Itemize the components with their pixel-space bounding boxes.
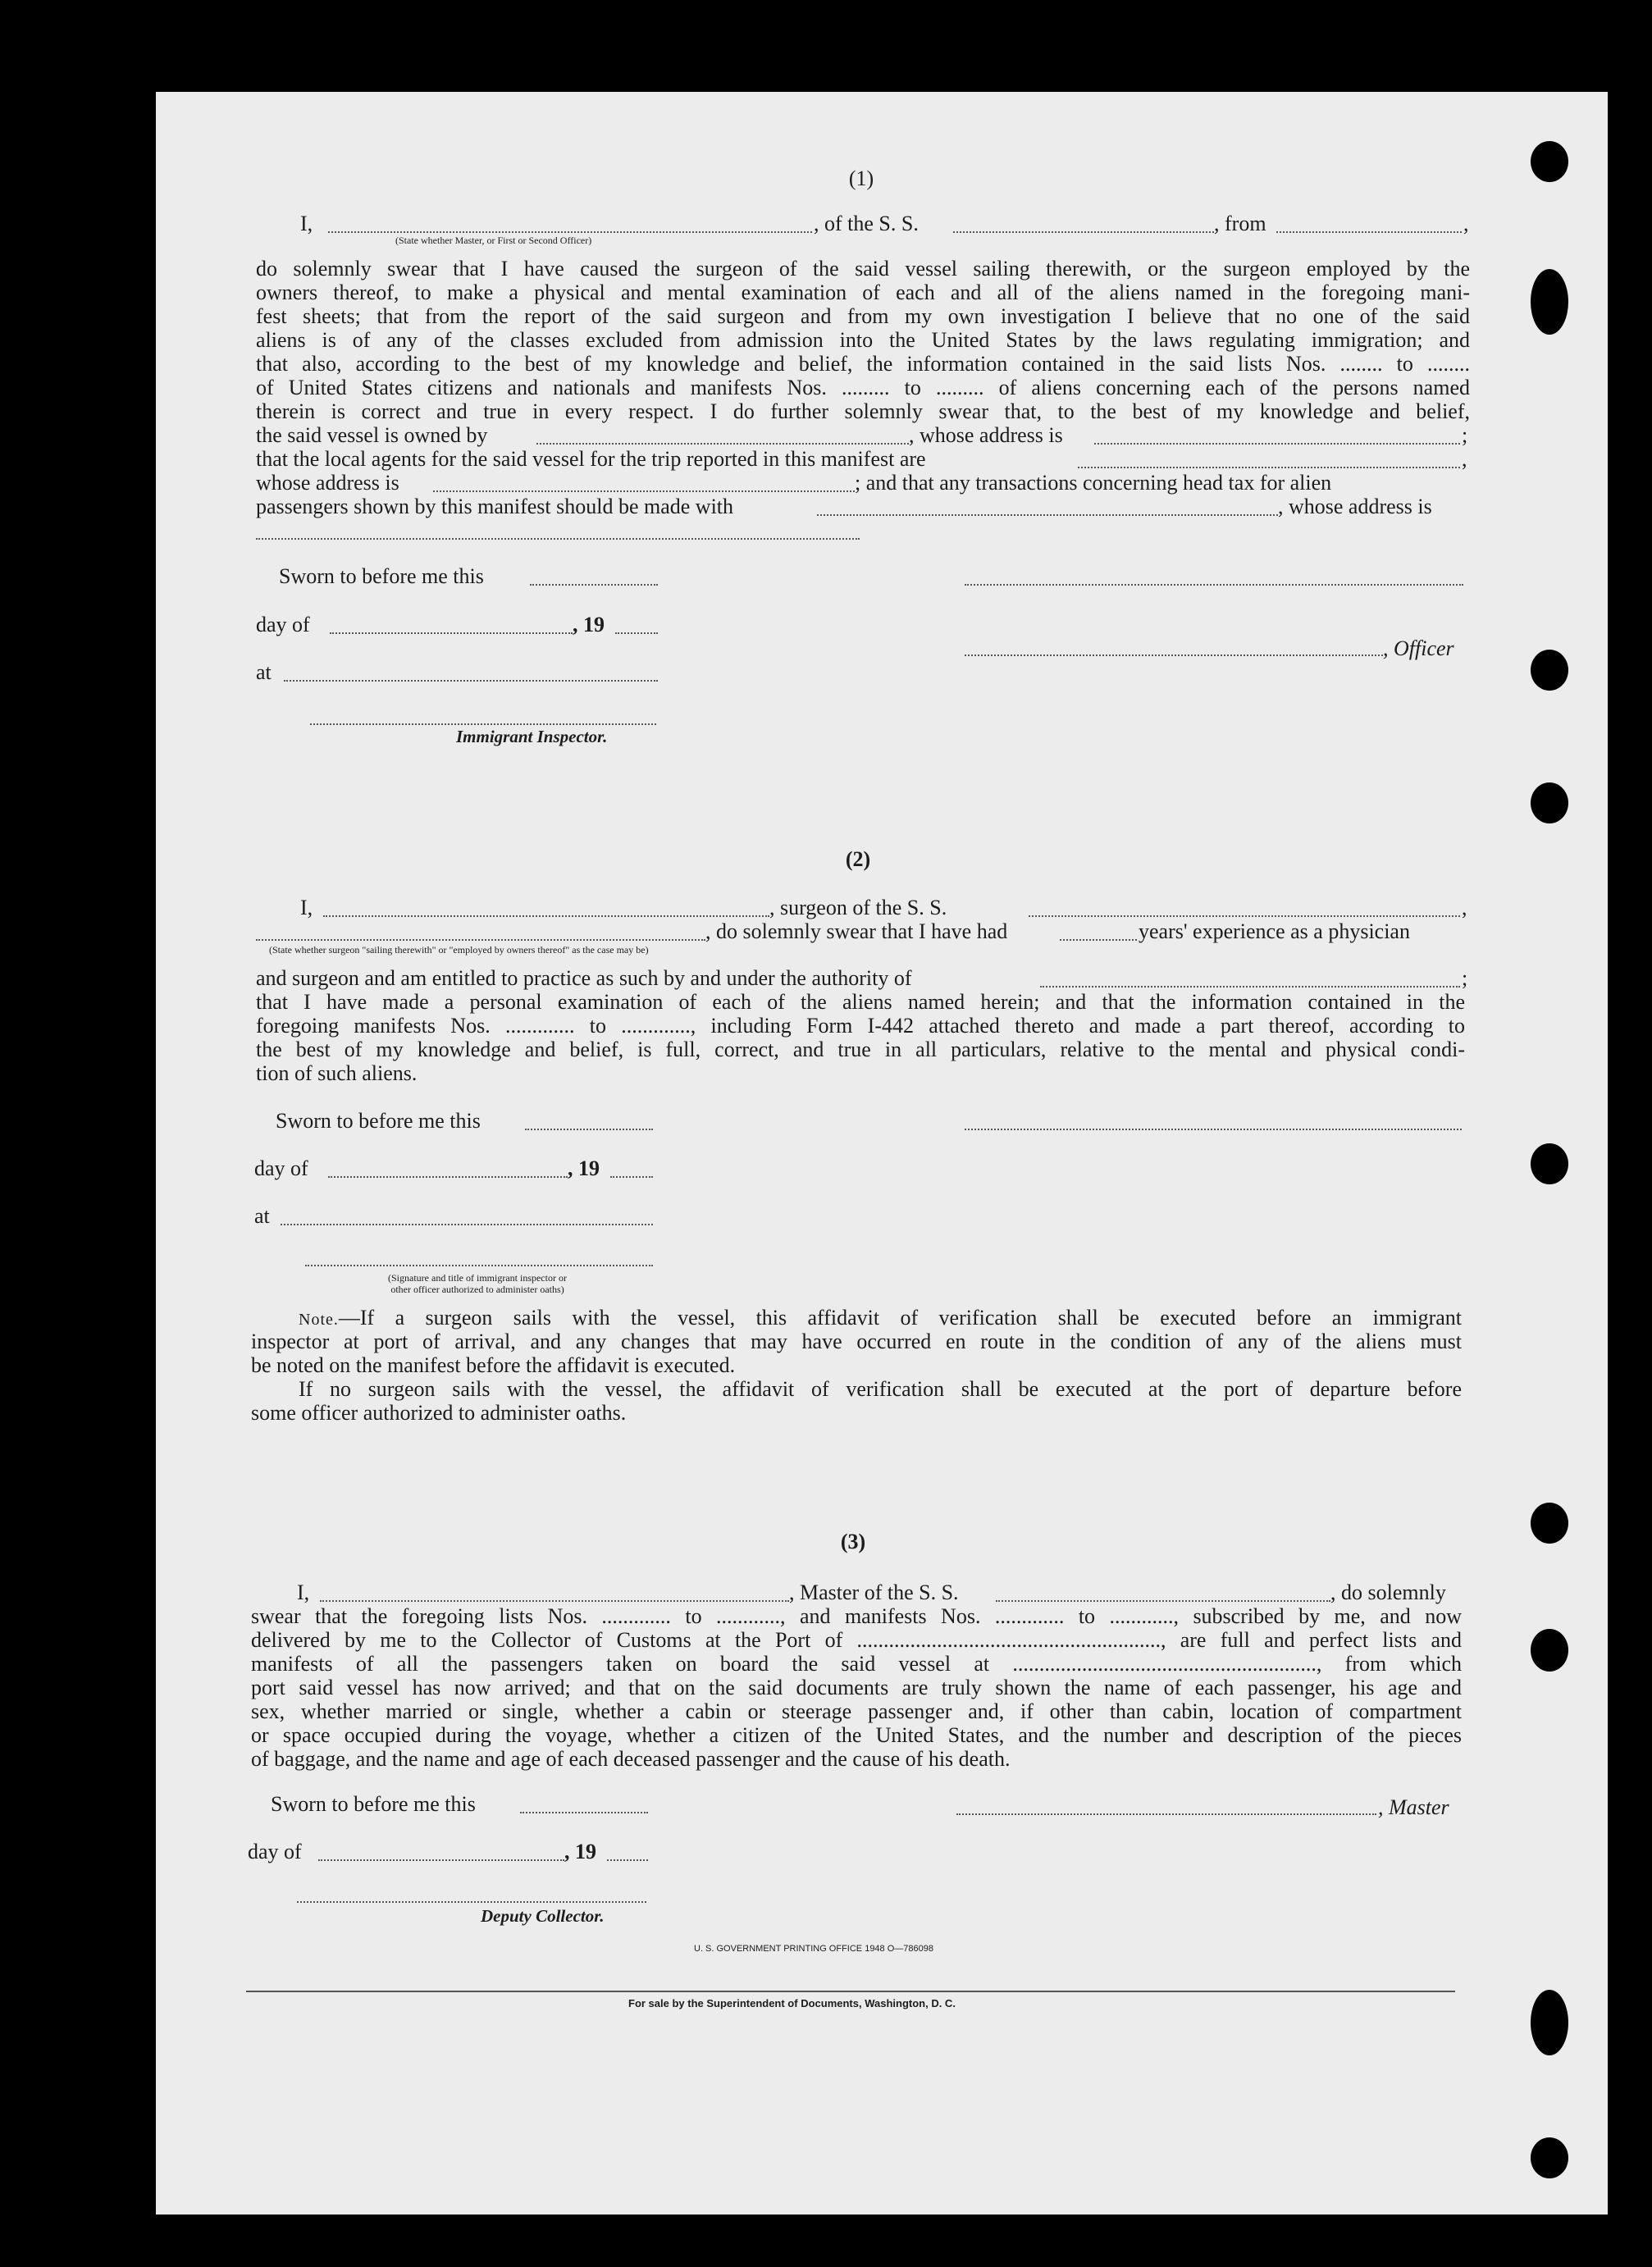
section-heading: (2) [845,847,871,871]
oath-line: manifests of all the passengers taken on board the said vessel at ........................................................., from which [251,1652,1462,1676]
oath-line: the best of my knowledge and belief, is full, correct, and true in all particulars, relative to the mental and physical condi- [256,1038,1465,1061]
officer-name-field[interactable] [328,231,812,233]
instruction-note [256,1306,1462,1332]
surgeon-name-field[interactable] [323,915,769,917]
text-whose-address: , whose address is [909,423,1063,447]
surgeon-signature-line[interactable] [965,1129,1462,1130]
day-of-label: day of [254,1156,308,1180]
text-swear: , do solemnly swear that I have had [705,919,1008,943]
section-heading: (1) [848,166,874,190]
oath-line: that I have made a personal examination of each of the aliens named herein; and that the information contained in the [256,990,1465,1014]
oath-line: foregoing manifests Nos. ............. to ............., including Form I-442 attached thereto and made a part thereof, according to [256,1014,1465,1038]
text-comma: , [1462,447,1467,471]
agents-field[interactable] [1078,467,1460,468]
section-heading: (3) [840,1530,866,1553]
sworn-date-field[interactable] [520,1812,648,1813]
year-prefix: , 19 [573,613,605,636]
binder-hole [1531,1503,1568,1544]
oath-line: port said vessel has now arrived; and that on the said documents are truly shown the name of each passenger, his age and [251,1676,1462,1699]
head-tax-address-field[interactable] [256,538,860,540]
text-of-ss: , of the S. S. [814,212,919,235]
place-field[interactable] [284,680,658,682]
vessel-name-field[interactable] [996,1600,1330,1602]
surgeon-status-field[interactable] [256,939,705,941]
note-text: —If a surgeon sails with the vessel, this affidavit of verification shall be executed before an immigrant [338,1306,1462,1330]
binder-hole [1531,1629,1568,1672]
printing-office-imprint: U. S. GOVERNMENT PRINTING OFFICE 1948 O—786098 [694,1944,933,1954]
oath-line: of United States citizens and nationals and manifests Nos. ......... to ......... of aliens concerning each of the persons named [256,376,1470,399]
instruction-note: If no surgeon sails with the vessel, the affidavit of verification shall be executed at the port of departure before [299,1377,1462,1401]
sworn-label: Sworn to before me this [271,1792,476,1816]
binder-hole [1531,2137,1568,2178]
footer-rule [246,1991,1455,1992]
text-head-tax: ; and that any transactions concerning head tax for alien [855,471,1332,495]
text-from: , from [1214,212,1266,235]
binder-hole [1531,782,1568,823]
instruction-note: some officer authorized to administer oaths. [251,1401,627,1425]
oath-line: do solemnly swear that I have caused the surgeon of the said vessel sailing therewith, or the surgeon employed by the [256,257,1470,281]
owner-address-field[interactable] [1094,443,1460,445]
officer-label: , Officer [1383,636,1454,660]
oath-line: aliens is of any of the classes excluded from admission into the United States by the laws regulating immigration; and [256,328,1470,352]
text-comma: , [1462,896,1467,919]
binder-hole [1531,650,1568,691]
text-comma: , [1463,212,1469,235]
text-semicolon: ; [1462,423,1468,447]
inspector-label: Immigrant Inspector. [456,727,608,746]
field-caption: (State whether Master, or First or Second Officer) [395,235,592,246]
text-i: I, [297,1581,310,1604]
text-whose-address: whose address is [256,471,399,495]
oath-line: swear that the foregoing lists Nos. ............. to ............, and manifests Nos. ............. to ............, subscribed by me, and now [251,1604,1462,1628]
master-label: , Master [1378,1795,1449,1819]
officer-signature-line[interactable] [965,584,1463,586]
officer-title-line[interactable] [965,655,1383,656]
authority-field[interactable] [1040,986,1460,988]
text-do-solemnly: , do solemnly [1330,1581,1446,1604]
years-field[interactable] [1060,939,1137,941]
from-port-field[interactable] [1276,231,1462,233]
oath-line: delivered by me to the Collector of Customs at the Port of ........................................................., are full and perfect lists and [251,1628,1462,1652]
agents-address-field[interactable] [433,490,855,492]
instruction-note: be noted on the manifest before the affidavit is executed. [251,1353,736,1377]
year-prefix: , 19 [568,1156,600,1180]
place-field[interactable] [281,1224,653,1225]
binder-hole [1531,1143,1568,1184]
inspector-signature-line[interactable] [305,1265,653,1266]
oath-line: fest sheets; that from the report of the said surgeon and from my own investigation I believe that no one of the said [256,304,1470,328]
field-caption: (State whether surgeon "sailing therewith" or "employed by owners thereof" as the case may be) [269,944,649,956]
sworn-label: Sworn to before me this [279,564,484,588]
vessel-name-field[interactable] [953,231,1214,233]
year-field[interactable] [615,632,658,634]
binder-hole [1531,141,1568,182]
binder-hole [1531,269,1568,335]
sworn-label: Sworn to before me this [276,1109,481,1133]
sworn-date-field[interactable] [525,1129,653,1130]
oath-line: tion of such aliens. [256,1061,418,1085]
oath-line: or space occupied during the voyage, whether a citizen of the United States, and the number and description of the pieces [251,1723,1462,1747]
head-tax-party-field[interactable] [817,514,1278,516]
text-semicolon: ; [1462,966,1468,990]
sworn-date-field[interactable] [530,584,658,586]
month-field[interactable] [330,632,573,634]
at-label: at [256,660,272,684]
text-i: I, [300,896,313,919]
text-surgeon-of: , surgeon of the S. S. [769,896,947,919]
year-prefix: , 19 [564,1840,596,1863]
deputy-label: Deputy Collector. [481,1906,605,1926]
at-label: at [254,1204,270,1228]
instruction-note: inspector at port of arrival, and any changes that may have occurred en route in the condition of any of the aliens must [251,1330,1462,1353]
text-whose-address: , whose address is [1278,495,1432,518]
month-field[interactable] [328,1176,568,1178]
text-passengers: passengers shown by this manifest should be made with [256,495,734,518]
text-master-of: , Master of the S. S. [789,1581,959,1604]
master-signature-line[interactable] [956,1813,1376,1815]
oath-line: therein is correct and true in every respect. I do further solemnly swear that, to the best of my knowledge and belief, [256,399,1470,423]
text-local-agents: that the local agents for the said vessel for the trip reported in this manifest are [256,447,926,471]
text-years-experience: years' experience as a physician [1139,919,1410,943]
oath-line: that also, according to the best of my knowledge and belief, the information contained in the said lists Nos. ........ to ........ [256,352,1470,376]
day-of-label: day of [256,613,310,636]
note-label: Note. [299,1311,339,1329]
sale-notice: For sale by the Superintendent of Documents, Washington, D. C. [628,1997,956,2009]
year-field[interactable] [610,1176,653,1178]
deputy-signature-line[interactable] [297,1901,646,1903]
year-field[interactable] [607,1859,648,1861]
master-name-field[interactable] [320,1600,789,1602]
signature-caption: other officer authorized to administer oaths) [390,1284,564,1295]
text-i: I, [300,212,313,235]
oath-line: sex, whether married or single, whether a cabin or steerage passenger and, if other than cabin, location of compartment [251,1699,1462,1723]
oath-line: of baggage, and the name and age of each deceased passenger and the cause of his death. [251,1747,1011,1771]
oath-line: owners thereof, to make a physical and mental examination of each and all of the aliens named in the foregoing mani- [256,281,1470,304]
binder-hole [1531,1990,1568,2055]
signature-caption: (Signature and title of immigrant inspector or [388,1272,567,1284]
text-authority: and surgeon and am entitled to practice as such by and under the authority of [256,966,912,990]
owner-field[interactable] [536,443,909,445]
day-of-label: day of [248,1840,302,1863]
text-owned-by: the said vessel is owned by [256,423,488,447]
month-field[interactable] [318,1859,564,1861]
vessel-name-field[interactable] [1029,915,1460,917]
